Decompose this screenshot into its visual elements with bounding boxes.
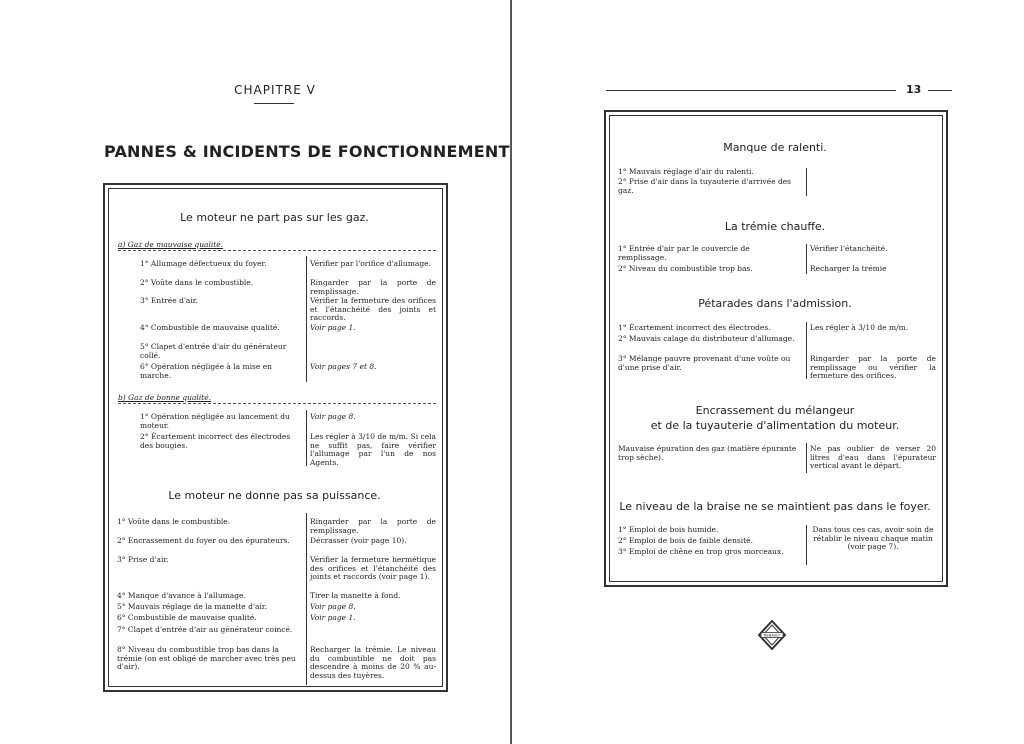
cause-cell: 6° Opération négligée à la mise en marche.: [140, 362, 272, 380]
cause-cell: 7° Clapet d'entrée d'air au générateur coincé.: [117, 625, 293, 634]
cause-cell: 2° Emploi de bois de faible densité.: [618, 536, 754, 545]
column-divider: [306, 256, 307, 382]
remedy-cell: Vérifier par l'orifice d'allumage.: [310, 259, 431, 268]
remedy-cell: Ringarder par la porte de remplissage.: [310, 517, 436, 535]
cause-cell: 1° Entrée d'air par le couvercle de remplissage.: [618, 244, 750, 262]
remedy-cell: Décrasser (voir page 10).: [310, 536, 407, 545]
cause-cell: 2° Écartement incorrect des électrodes des bougies.: [140, 432, 291, 450]
remedy-cell: Recharger la trémie. Le niveau du combustible ne doit pas descendre à moins de 20 % au-dessus des tuyères.: [310, 645, 436, 680]
cause-cell: Mauvaise épuration des gaz (matière épurante trop sèche).: [618, 444, 797, 462]
column-divider: [806, 168, 807, 196]
column-divider: [806, 244, 807, 274]
column-divider: [306, 513, 307, 685]
section-title: et de la tuyauterie d'alimentation du moteur.: [650, 419, 900, 432]
cause-cell: 4° Combustible de mauvaise qualité.: [140, 323, 280, 332]
section-title: Le niveau de la braise ne se maintient pas dans le foyer.: [619, 500, 931, 513]
section-title: Le moteur ne part pas sur les gaz.: [180, 211, 369, 224]
cause-cell: 1° Opération négligée au lancement du moteur.: [140, 412, 290, 430]
cause-cell: 1° Allumage défectueux du foyer.: [140, 259, 267, 268]
section-title: La trémie chauffe.: [724, 220, 826, 233]
cause-cell: 2° Mauvais calage du distributeur d'allumage.: [618, 334, 795, 343]
cause-cell: 1° Emploi de bois humide.: [618, 525, 719, 534]
remedy-cell: Tirer la manette à fond.: [310, 591, 401, 600]
remedy-cell: Voir pages 7 et 8.: [310, 362, 377, 371]
remedy-cell: Ne pas oublier de verser 20 litres d'eau dans l'épurateur vertical avant le départ.: [810, 444, 936, 470]
section-title: Pétarades dans l'admission.: [698, 297, 852, 310]
subsection-rule: [118, 250, 436, 252]
header-rule-end: [928, 90, 952, 91]
remedy-cell: Dans tous ces cas, avoir soin de rétablir le niveau chaque matin (voir page 7).: [812, 525, 934, 551]
remedy-cell: Recharger la trémie: [810, 264, 887, 273]
cause-cell: 5° Clapet d'entrée d'air du générateur collé.: [140, 342, 287, 360]
column-divider: [806, 525, 807, 565]
cause-cell: 3° Entrée d'air.: [140, 296, 198, 305]
cause-cell: 3° Prise d'air.: [117, 555, 169, 564]
remedy-cell: Voir page 1.: [310, 613, 356, 622]
cause-cell: 6° Combustible de mauvaise qualité.: [117, 613, 257, 622]
subsection-label: b) Gaz de bonne qualité.: [118, 393, 212, 402]
section-title: Encrassement du mélangeur: [695, 404, 855, 417]
subsection-rule: [118, 403, 436, 405]
section-title: Le moteur ne donne pas sa puissance.: [168, 489, 381, 502]
chapter-heading: CHAPITRE V: [234, 83, 316, 97]
logo-text: RENAULT: [763, 633, 781, 638]
remedy-cell: Les régler à 3/10 de m/m.: [810, 323, 909, 332]
remedy-cell: Vérifier la fermeture des orifices et l'étanchéité des joints et raccords.: [310, 296, 436, 322]
remedy-cell: Vérifier la fermeture hermétique des orifices et l'étanchéité des joints et raccords (voir page 1).: [310, 555, 436, 581]
subsection-label: a) Gaz de mauvaise qualité.: [118, 240, 224, 249]
page-title: PANNES & INCIDENTS DE FONCTIONNEMENT: [104, 142, 510, 161]
page-number: 13: [906, 83, 922, 96]
cause-cell: 5° Mauvais réglage de la manette d'air.: [117, 602, 268, 611]
cause-cell: 2° Prise d'air dans la tuyauterie d'arrivée des gaz.: [618, 177, 792, 195]
cause-cell: 1° Voûte dans le combustible.: [117, 517, 231, 526]
remedy-cell: Les régler à 3/10 de m/m. Si cela ne suffit pas, faire vérifier l'allumage par l'un de nos Agents.: [310, 432, 436, 467]
cause-cell: 2° Voûte dans le combustible.: [140, 278, 254, 287]
remedy-cell: Voir page 8.: [310, 412, 356, 421]
renault-logo-icon: [757, 620, 787, 650]
remedy-cell: Ringarder par la porte de remplissage ou vérifier la fermeture des orifices.: [810, 354, 936, 380]
remedy-cell: Voir page 1.: [310, 323, 356, 332]
column-divider: [306, 410, 307, 466]
cause-cell: 1° Écartement incorrect des électrodes.: [618, 323, 771, 332]
remedy-cell: Vérifier l'étanchéité.: [810, 244, 888, 253]
cause-cell: 1° Mauvais réglage d'air du ralenti.: [618, 167, 754, 176]
column-divider: [806, 443, 807, 473]
cause-cell: 3° Emploi de chêne en trop gros morceaux.: [618, 547, 784, 556]
section-title: Manque de ralenti.: [723, 141, 827, 154]
cause-cell: 3° Mélange pauvre provenant d'une voûte ou d'une prise d'air.: [618, 354, 791, 372]
remedy-cell: Ringarder par la porte de remplissage.: [310, 278, 436, 296]
column-divider: [806, 322, 807, 379]
cause-cell: 2° Encrassement du foyer ou des épurateurs.: [117, 536, 290, 545]
cause-cell: 4° Manque d'avance à l'allumage.: [117, 591, 246, 600]
header-rule: [606, 90, 896, 91]
cause-cell: 2° Niveau du combustible trop bas.: [618, 264, 753, 273]
cause-cell: 8° Niveau du combustible trop bas dans la trémie (on est obligé de marcher avec très peu d'air).: [117, 645, 296, 671]
remedy-cell: Voir page 8.: [310, 602, 356, 611]
chapter-rule: [254, 103, 294, 104]
